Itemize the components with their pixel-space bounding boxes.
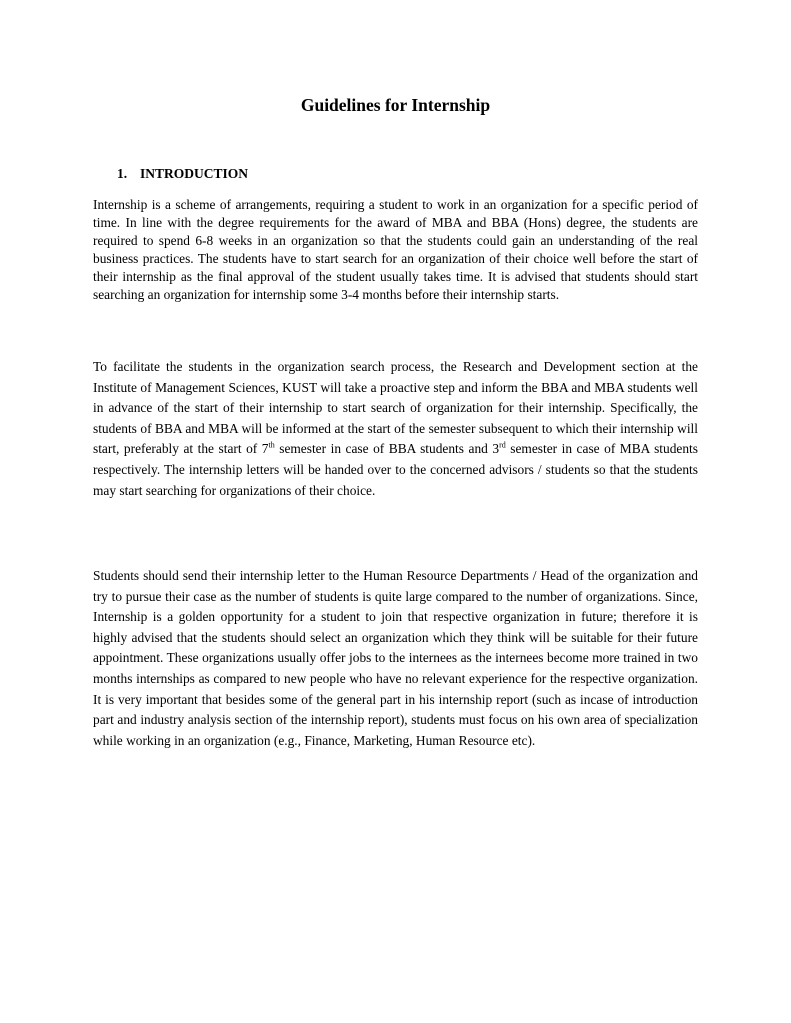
paragraph-search-process-text-3: semester in case of MBA students respectively. The internship letters will be handed over to the concerned advisors / students so that the students may start searching for organizations of their choice.	[93, 441, 698, 498]
document-title: Guidelines for Internship	[300, 95, 491, 115]
ordinal-suffix-rd: rd	[499, 440, 506, 450]
ordinal-suffix-th: th	[268, 440, 275, 450]
paragraph-internship-definition: Internship is a scheme of arrangements, requiring a student to work in an organization for a specific period of time. In line with the degree requirements for the award of MBA and BBA (Hons) degree, the students are required to spend 6-8 weeks in an organization so that the students could gain an understanding of the real business practices. The students have to start search for an organization of their choice well before the start of their internship as the final approval of the student usually takes time. It is advised that students should start searching an organization for internship some 3-4 months before their internship starts.	[93, 197, 698, 302]
paragraph-search-process-text-1: To facilitate the students in the organization search process, the Research and Development section at the Institute of Management Sciences, KUST will take a proactive step and inform the BBA and MBA students well in advance of the start of their internship to start search of organization for their internship. Specifically, the students of BBA and MBA will be informed at the start of the semester subsequent to which their internship will start, preferably at the start of 7	[93, 359, 698, 457]
section-number: 1.	[117, 166, 128, 181]
paragraph-search-process-text-2: semester in case of BBA students and 3	[274, 441, 500, 457]
paragraph-search-process	[93, 357, 698, 501]
paragraph-internship-letter: Students should send their internship letter to the Human Resource Departments / Head of the organization and try to pursue their case as the number of students is quite large compared to the number of organizations. Since, Internship is a golden opportunity for a student to join that respective organization in future; therefore it is highly advised that the students should select an organization which they think will be suitable for their future appointment. These organizations usually offer jobs to the internees as the internees become more trained in two months internships as compared to new people who have no relevant experience for the respective organization. It is very important that besides some of the general part in his internship report (such as incase of introduction part and industry analysis section of the internship report), students must focus on his own area of specialization while working in an organization (e.g., Finance, Marketing, Human Resource etc).	[93, 568, 698, 748]
section-heading-text: INTRODUCTION	[140, 166, 249, 181]
section-heading	[117, 164, 248, 184]
